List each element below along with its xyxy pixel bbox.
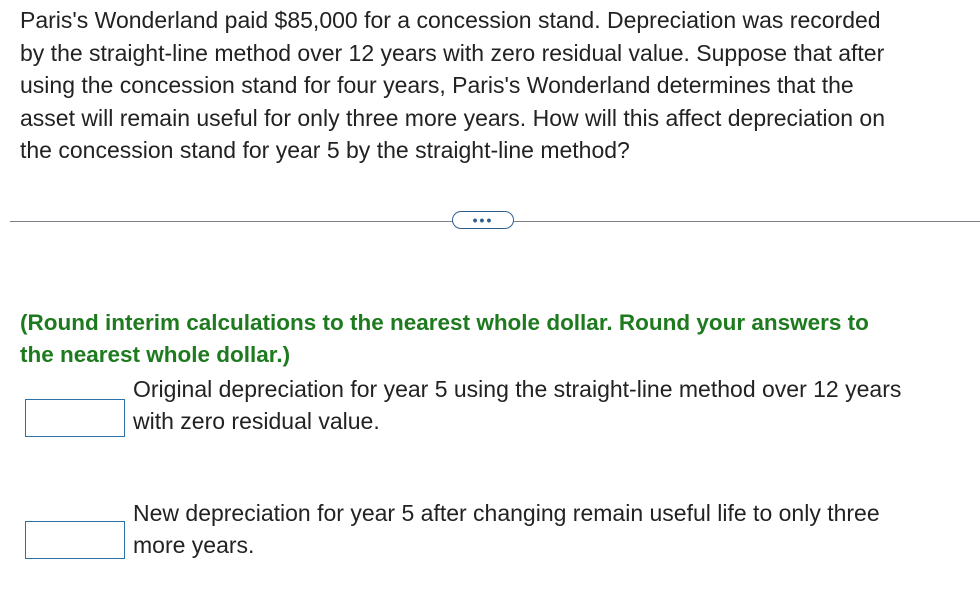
question-text — [20, 4, 980, 167]
answer-label-line: more years. — [133, 532, 255, 558]
question-line: using the concession stand for four years, Paris's Wonderland determines that the — [20, 72, 854, 98]
new-depreciation-input[interactable] — [25, 521, 125, 559]
answer-label-line: Original depreciation for year 5 using the straight-line method over 12 years — [133, 376, 902, 402]
question-line: asset will remain useful for only three more years. How will this affect depreciation on — [20, 104, 886, 131]
question-line: Paris's Wonderland paid $85,000 for a concession stand. Depreciation was recorded — [20, 7, 881, 33]
answer-label-line: New depreciation for year 5 after changing remain useful life to only three — [133, 500, 880, 526]
ellipsis-icon: ••• — [472, 212, 494, 228]
question-line: the concession stand for year 5 by the straight-line method? — [20, 137, 630, 163]
expand-more-button[interactable] — [452, 211, 514, 229]
answer-label-line: with zero residual value. — [133, 408, 380, 434]
rounding-instruction — [20, 307, 980, 371]
original-depreciation-label — [133, 373, 980, 437]
original-depreciation-input[interactable] — [25, 399, 125, 437]
question-line: by the straight-line method over 12 years with zero residual value. Suppose that after — [20, 39, 885, 66]
new-depreciation-label — [133, 497, 980, 561]
instruction-line: (Round interim calculations to the nearest whole dollar. Round your answers to — [20, 310, 869, 335]
instruction-line: the nearest whole dollar.) — [20, 342, 291, 367]
